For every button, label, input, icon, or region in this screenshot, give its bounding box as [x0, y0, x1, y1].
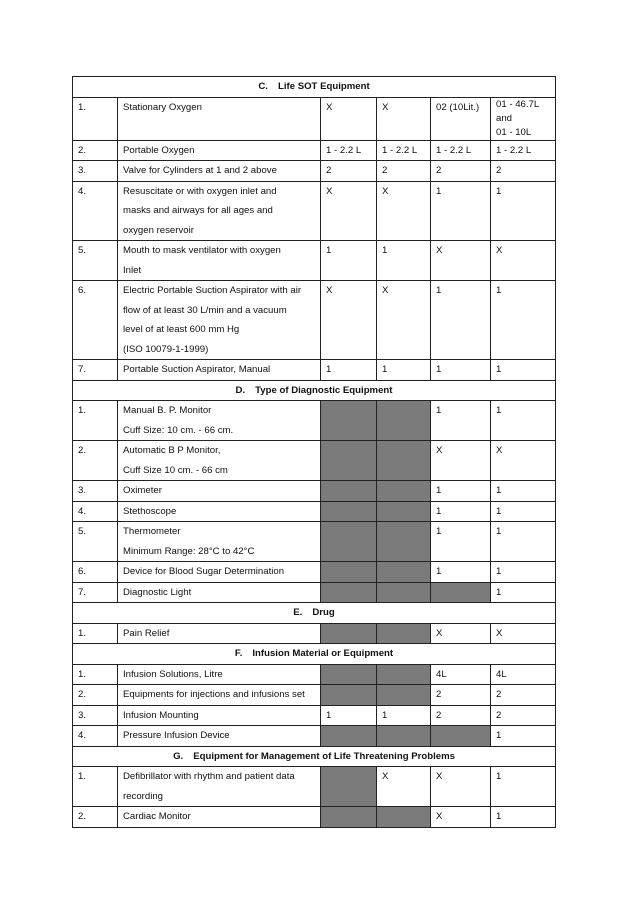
- item-line: Equipments for injections and infusions set: [123, 689, 305, 700]
- row-number: 1.: [73, 664, 118, 685]
- value-cell: 1: [491, 726, 556, 747]
- item-description: [118, 401, 321, 441]
- value-cell: 4L: [431, 664, 491, 685]
- shaded-cell: [431, 726, 491, 747]
- section-title: Equipment for Management of Life Threatening Problems: [193, 750, 455, 762]
- value-cell: 2: [321, 161, 377, 182]
- item-line: oxygen reservoir: [123, 224, 194, 236]
- table-row: [73, 705, 556, 726]
- item-line: Mouth to mask ventilator with oxygen: [123, 245, 281, 256]
- item-line: Thermometer: [123, 526, 181, 537]
- value-cell: X: [377, 181, 431, 241]
- row-number: 1.: [73, 401, 118, 441]
- table-row: [73, 767, 556, 807]
- value-cell: 1: [491, 360, 556, 381]
- item-line: Stationary Oxygen: [123, 101, 202, 113]
- table-row: [73, 807, 556, 828]
- value-cell: 1: [491, 582, 556, 603]
- item-line: Pain Relief: [123, 627, 170, 639]
- value-cell: X: [431, 807, 491, 828]
- value-cell: 1: [377, 705, 431, 726]
- table-row: [73, 441, 556, 481]
- table-row: [73, 241, 556, 281]
- item-description: [118, 161, 321, 182]
- value-line: 01 - 46.7L: [496, 98, 540, 110]
- table-row: [73, 360, 556, 381]
- item-description: [118, 181, 321, 241]
- item-line: (ISO 10079-1-1999): [123, 343, 209, 355]
- row-number: 4.: [73, 726, 118, 747]
- row-number: 5.: [73, 241, 118, 281]
- value-cell: 1: [431, 360, 491, 381]
- row-number: 6.: [73, 562, 118, 583]
- row-number: 2.: [73, 441, 118, 481]
- value-line: 01 - 10L: [496, 126, 532, 138]
- section-header: [73, 603, 556, 624]
- shaded-cell: [321, 401, 377, 441]
- value-cell: 2: [431, 685, 491, 706]
- value-cell: 2: [491, 705, 556, 726]
- section-title: Drug: [312, 607, 335, 618]
- table-row: [73, 281, 556, 360]
- value-cell: 1: [377, 360, 431, 381]
- value-cell: 1: [431, 481, 491, 502]
- table-row: [73, 664, 556, 685]
- shaded-cell: [321, 623, 377, 644]
- value-cell: 1: [491, 807, 556, 828]
- shaded-cell: [321, 501, 377, 522]
- item-line: Automatic B P Monitor,: [123, 445, 221, 456]
- shaded-cell: [321, 481, 377, 502]
- value-cell: X: [377, 281, 431, 360]
- value-cell: 2: [491, 685, 556, 706]
- section-letter: D.: [235, 384, 246, 396]
- shaded-cell: [377, 807, 431, 828]
- item-description: [118, 664, 321, 685]
- shaded-cell: [321, 726, 377, 747]
- value-cell: 1 - 2.2 L: [377, 140, 431, 161]
- value-cell: 1: [431, 401, 491, 441]
- item-line: flow of at least 30 L/min and a vacuum: [123, 304, 287, 316]
- item-line: Cardiac Monitor: [123, 811, 191, 822]
- shaded-cell: [377, 522, 431, 562]
- item-line: Valve for Cylinders at 1 and 2 above: [123, 165, 277, 176]
- value-cell: 1: [431, 281, 491, 360]
- value-cell: 1: [491, 281, 556, 360]
- row-number: 2.: [73, 685, 118, 706]
- shaded-cell: [321, 522, 377, 562]
- section-letter: C.: [258, 81, 268, 92]
- section-title-cell: [73, 380, 556, 401]
- item-line: Stethoscope: [123, 505, 177, 517]
- value-cell: X: [321, 97, 377, 140]
- value-cell: X: [491, 441, 556, 481]
- table-row: [73, 97, 556, 140]
- shaded-cell: [321, 582, 377, 603]
- value-cell: 1: [377, 241, 431, 281]
- item-line: recording: [123, 790, 163, 802]
- section-header: [73, 644, 556, 665]
- row-number: 3.: [73, 161, 118, 182]
- section-letter: G.: [173, 750, 184, 762]
- table-row: [73, 401, 556, 441]
- value-cell: X: [377, 97, 431, 140]
- value-cell: 1: [491, 181, 556, 241]
- table-row: [73, 501, 556, 522]
- item-description: [118, 241, 321, 281]
- value-cell: 02 (10Lit.): [431, 97, 491, 140]
- value-cell: X: [321, 181, 377, 241]
- item-line: Defibrillator with rhythm and patient data: [123, 771, 295, 782]
- value-line: and: [496, 112, 513, 124]
- table-row: [73, 623, 556, 644]
- row-number: 2.: [73, 140, 118, 161]
- item-line: level of at least 600 mm Hg: [123, 324, 240, 335]
- row-number: 4.: [73, 501, 118, 522]
- item-line: Pressure Infusion Device: [123, 730, 230, 741]
- table-row: [73, 685, 556, 706]
- section-title-cell: [73, 603, 556, 624]
- item-line: Device for Blood Sugar Determination: [123, 566, 285, 577]
- section-header: [73, 77, 556, 98]
- item-line: Oximeter: [123, 485, 162, 496]
- value-cell: X: [321, 281, 377, 360]
- value-cell: 1 - 2.2 L: [321, 140, 377, 161]
- row-number: 7.: [73, 582, 118, 603]
- shaded-cell: [377, 623, 431, 644]
- section-letter: F.: [234, 648, 243, 659]
- value-cell: 1: [321, 705, 377, 726]
- item-description: [118, 140, 321, 161]
- value-cell: 1: [491, 522, 556, 562]
- section-title: Infusion Material or Equipment: [252, 648, 394, 659]
- item-description: [118, 501, 321, 522]
- item-line: Resuscitate or with oxygen inlet and: [123, 185, 277, 197]
- shaded-cell: [377, 685, 431, 706]
- row-number: 3.: [73, 705, 118, 726]
- row-number: 2.: [73, 807, 118, 828]
- section-letter: E.: [293, 607, 303, 618]
- item-description: [118, 441, 321, 481]
- value-cell: 2: [491, 161, 556, 182]
- item-line: Infusion Solutions, Litre: [123, 668, 223, 680]
- shaded-cell: [321, 685, 377, 706]
- item-description: [118, 705, 321, 726]
- item-line: Cuff Size 10 cm. - 66 cm: [123, 464, 228, 476]
- value-cell: 1: [321, 360, 377, 381]
- shaded-cell: [321, 767, 377, 807]
- item-line: Manual B. P. Monitor: [123, 405, 212, 416]
- item-description: [118, 726, 321, 747]
- value-cell: X: [431, 441, 491, 481]
- table-row: [73, 562, 556, 583]
- item-description: [118, 767, 321, 807]
- value-cell: [491, 97, 556, 140]
- section-title-cell: [73, 77, 556, 98]
- item-line: Portable Oxygen: [123, 144, 195, 156]
- value-cell: 1 - 2.2 L: [431, 140, 491, 161]
- item-description: [118, 522, 321, 562]
- value-cell: X: [491, 241, 556, 281]
- value-cell: X: [431, 623, 491, 644]
- item-line: masks and airways for all ages and: [123, 205, 273, 216]
- item-line: Inlet: [123, 264, 142, 276]
- shaded-cell: [321, 664, 377, 685]
- item-description: [118, 623, 321, 644]
- value-cell: X: [431, 767, 491, 807]
- value-cell: X: [491, 623, 556, 644]
- item-line: Portable Suction Aspirator, Manual: [123, 364, 271, 375]
- table-row: [73, 161, 556, 182]
- shaded-cell: [377, 562, 431, 583]
- value-cell: X: [377, 767, 431, 807]
- table-row: [73, 582, 556, 603]
- value-cell: 1 - 2.2 L: [491, 140, 556, 161]
- shaded-cell: [377, 664, 431, 685]
- value-cell: 1: [491, 401, 556, 441]
- equipment-table: [72, 76, 556, 828]
- table-row: [73, 522, 556, 562]
- item-description: [118, 582, 321, 603]
- row-number: 3.: [73, 481, 118, 502]
- item-description: [118, 97, 321, 140]
- value-cell: X: [431, 241, 491, 281]
- shaded-cell: [321, 562, 377, 583]
- section-title: Type of Diagnostic Equipment: [255, 384, 393, 396]
- shaded-cell: [377, 401, 431, 441]
- value-cell: 1: [431, 181, 491, 241]
- value-cell: 4L: [491, 664, 556, 685]
- value-cell: 2: [431, 705, 491, 726]
- value-cell: 1: [431, 562, 491, 583]
- value-cell: 1: [491, 501, 556, 522]
- table-row: [73, 726, 556, 747]
- table-row: [73, 140, 556, 161]
- row-number: 4.: [73, 181, 118, 241]
- row-number: 1.: [73, 623, 118, 644]
- row-number: 1.: [73, 97, 118, 140]
- section-header: [73, 380, 556, 401]
- item-description: [118, 481, 321, 502]
- item-line: Cuff Size: 10 cm. - 66 cm.: [123, 424, 234, 436]
- shaded-cell: [321, 441, 377, 481]
- section-title: Life SOT Equipment: [277, 81, 370, 92]
- table-row: [73, 481, 556, 502]
- item-line: Diagnostic Light: [123, 586, 192, 598]
- row-number: 7.: [73, 360, 118, 381]
- shaded-cell: [377, 501, 431, 522]
- shaded-cell: [377, 441, 431, 481]
- value-cell: 1: [431, 501, 491, 522]
- shaded-cell: [431, 582, 491, 603]
- value-cell: 1: [321, 241, 377, 281]
- item-line: Infusion Mounting: [123, 709, 199, 721]
- table-row: [73, 181, 556, 241]
- item-line: Electric Portable Suction Aspirator with air: [123, 285, 302, 296]
- value-cell: 1: [491, 767, 556, 807]
- value-cell: 1: [491, 481, 556, 502]
- item-description: [118, 807, 321, 828]
- item-description: [118, 360, 321, 381]
- row-number: 5.: [73, 522, 118, 562]
- shaded-cell: [377, 582, 431, 603]
- section-title-cell: [73, 644, 556, 665]
- value-cell: 2: [377, 161, 431, 182]
- item-line: Minimum Range: 28°C to 42°C: [123, 545, 255, 557]
- section-title-cell: [73, 746, 556, 767]
- row-number: 6.: [73, 281, 118, 360]
- value-cell: 1: [491, 562, 556, 583]
- section-header: [73, 746, 556, 767]
- row-number: 1.: [73, 767, 118, 807]
- shaded-cell: [377, 481, 431, 502]
- value-cell: 2: [431, 161, 491, 182]
- item-description: [118, 281, 321, 360]
- item-description: [118, 562, 321, 583]
- shaded-cell: [377, 726, 431, 747]
- shaded-cell: [321, 807, 377, 828]
- item-description: [118, 685, 321, 706]
- value-cell: 1: [431, 522, 491, 562]
